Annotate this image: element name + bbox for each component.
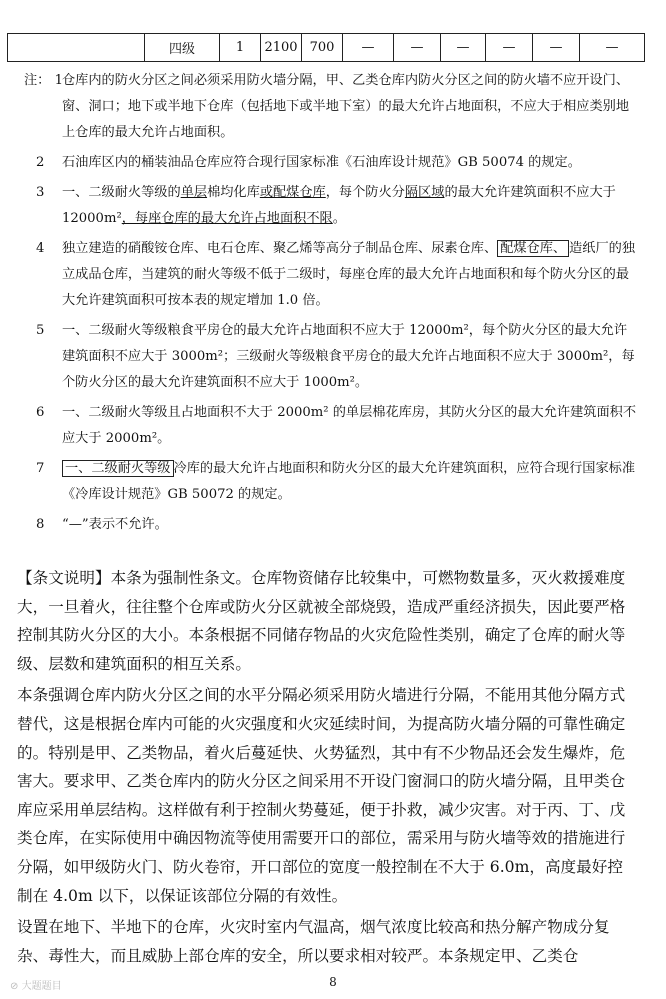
note-underline: 隔区域 bbox=[404, 185, 445, 200]
note-number: 3 bbox=[36, 185, 45, 200]
notes-prefix: 注： bbox=[24, 73, 51, 88]
note-5 bbox=[28, 318, 640, 396]
note-underline: 单层 bbox=[180, 185, 208, 200]
note-text: 的最大允许建筑面积不应大于 12000m² bbox=[62, 185, 616, 226]
note-text: 石油库区内的桶装油品仓库应符合现行国家标准《石油库设计规范》GB 50074 的规定。 bbox=[62, 155, 581, 170]
note-2 bbox=[28, 150, 640, 176]
table-cell: — bbox=[533, 34, 580, 62]
note-text: 一、二级耐火等级粮食平房仓的最大允许占地面积不应大于 12000m²，每个防火分区的最大允许建筑面积不应大于 3000m²；三级耐火等级粮食平房仓的最大允许占地面积不应大于 3000m²，每个防火分区的最大允许建筑面积不应大于 1000m²。 bbox=[62, 323, 635, 390]
note-7 bbox=[28, 456, 640, 508]
note-3 bbox=[28, 180, 640, 232]
note-text: 一、二级耐火等级且占地面积不大于 2000m² 的单层棉花库房，其防火分区的最大允许建筑面积不应大于 2000m²。 bbox=[62, 405, 637, 446]
note-text: 造纸厂的独立成品仓库，当建筑的耐火等级不低于二级时，每座仓库的最大允许占地面积和每个防火分区的最大允许建筑面积可按本表的规定增加 1.0 倍。 bbox=[62, 241, 636, 308]
note-text: 棉均化库 bbox=[207, 185, 260, 200]
note-underline: 或配煤仓库 bbox=[259, 185, 326, 200]
note-boxed-text: 配煤仓库、 bbox=[497, 240, 569, 257]
note-text: 一、二级耐火等级的 bbox=[62, 185, 181, 200]
note-text: 冷库的最大允许占地面积和防火分区的最大允许建筑面积，应符合现行国家标准《冷库设计规范》GB 50072 的规定。 bbox=[62, 461, 636, 502]
note-text: ，每个防火分 bbox=[325, 185, 405, 200]
table-cell: — bbox=[343, 34, 394, 62]
table-cell: 700 bbox=[302, 34, 343, 62]
note-number: 8 bbox=[36, 517, 45, 532]
note-text: 。 bbox=[332, 211, 346, 226]
note-text: “—”表示不允许。 bbox=[62, 517, 168, 532]
clause-explanation bbox=[17, 564, 635, 973]
table-cell: 2100 bbox=[261, 34, 302, 62]
table-cell: — bbox=[441, 34, 486, 62]
table-cell bbox=[8, 34, 145, 62]
note-number: 1 bbox=[54, 73, 63, 88]
paragraph: 设置在地下、半地下的仓库，火灾时室内气温高，烟气浓度比较高和热分解产物成分复杂、毒性大，而且威胁上部仓库的安全，所以要求相对较严。本条规定甲、乙类仓 bbox=[17, 918, 610, 965]
paragraph: 【条文说明】本条为强制性条文。仓库物资储存比较集中，可燃物数量多，灭火救援难度大，一旦着火，往往整个仓库或防火分区就被全部烧毁，造成严重经济损失，因此要严格控制其防火分区的大小。本条根据不同储存物品的火灾危险性类别，确定了仓库的耐火等级、层数和建筑面积的相互关系。 bbox=[17, 569, 626, 673]
table-row bbox=[8, 34, 645, 62]
paragraph: 本条强调仓库内防火分区之间的水平分隔必须采用防火墙进行分隔，不能用其他分隔方式替代，这是根据仓库内可能的火灾强度和火灾延续时间，为提高防火墙分隔的可靠性确定的。特别是甲、乙类物品，着火后蔓延快、火势猛烈，其中有不少物品还会发生爆炸，危害大。要求甲、乙类仓库内的防火分区之间采用不开设门窗洞口的防火墙分隔，且甲类仓库应采用单层结构。这样做有利于控制火势蔓延，便于扑救，减少灾害。对于丙、丁、戊类仓库，在实际使用中确因物流等使用需要开口的部位，需采用与防火墙等效的措施进行分隔，如甲级防火门、防火卷帘，开口部位的宽度一般控制在不大于 6.0m，高度最好控制在 4.0m 以下，以保证该部位分隔的有效性。 bbox=[17, 686, 626, 905]
table-cell: — bbox=[580, 34, 645, 62]
note-number: 7 bbox=[36, 461, 45, 476]
watermark-icon: ⊘ bbox=[10, 981, 19, 992]
note-underline: ，每座仓库的最大允许占地面积不限 bbox=[121, 211, 333, 226]
table-cell: 四级 bbox=[145, 34, 220, 62]
note-1 bbox=[24, 68, 640, 146]
table-cell: — bbox=[486, 34, 533, 62]
note-text: 仓库内的防火分区之间必须采用防火墙分隔，甲、乙类仓库内防火分区之间的防火墙不应开设门、窗、洞口；地下或半地下仓库（包括地下或半地下室）的最大允许占地面积，不应大于相应类别地上仓库的最大允许占地面积。 bbox=[62, 73, 630, 140]
note-number: 5 bbox=[36, 323, 45, 338]
note-number: 6 bbox=[36, 405, 45, 420]
note-text: 独立建造的硝酸铵仓库、电石仓库、聚乙烯等高分子制品仓库、尿素仓库、 bbox=[62, 241, 498, 256]
note-6 bbox=[28, 400, 640, 452]
table-notes bbox=[24, 68, 640, 542]
table-cell: — bbox=[394, 34, 441, 62]
note-number: 2 bbox=[36, 155, 45, 170]
note-8 bbox=[28, 512, 640, 538]
note-boxed-text: 一、二级耐火等级 bbox=[62, 460, 174, 477]
fire-compartment-table bbox=[7, 33, 645, 62]
table-cell: 1 bbox=[220, 34, 261, 62]
page-number: 8 bbox=[329, 975, 337, 989]
note-number: 4 bbox=[36, 241, 45, 256]
watermark-text: 大题题目 bbox=[21, 981, 62, 992]
note-4 bbox=[28, 236, 640, 314]
